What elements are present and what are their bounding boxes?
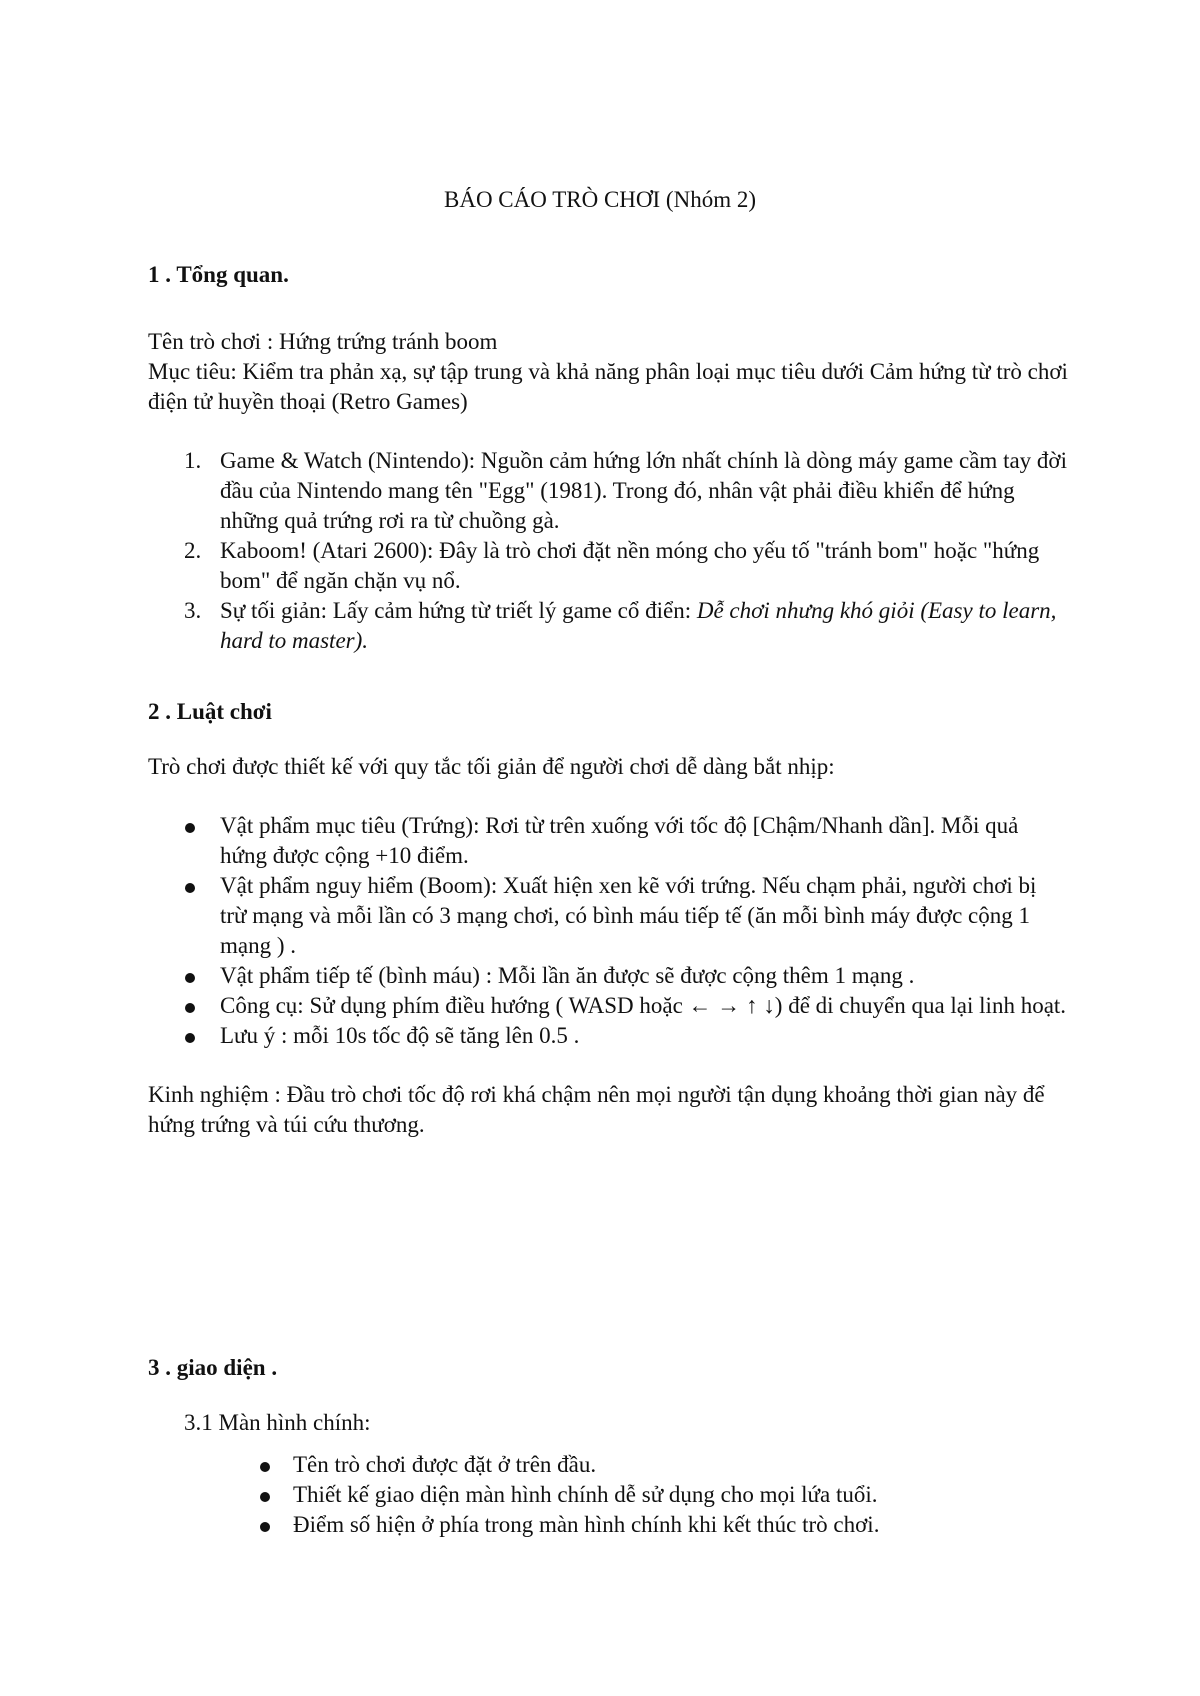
rules-intro: Trò chơi được thiết kế với quy tắc tối giản để người chơi dễ dàng bắt nhịp: (148, 754, 835, 779)
list-item-text: Tên trò chơi được đặt ở trên đầu. (293, 1452, 597, 1477)
goal-paragraph: Mục tiêu: Kiểm tra phản xạ, sự tập trung và khả năng phân loại mục tiêu dưới Cảm hứng từ trò chơi điện tử huyền thoại (Retro Games) (148, 359, 1068, 414)
bullet-icon (185, 973, 195, 983)
bullet-icon (260, 1492, 270, 1502)
bullet-icon (185, 823, 195, 833)
document-title: BÁO CÁO TRÒ CHƠI (Nhóm 2) (444, 187, 756, 212)
list-item-text: Công cụ: Sử dụng phím điều hướng ( WASD hoặc ← → ↑ ↓) để di chuyển qua lại linh hoạt. (220, 993, 1067, 1018)
list-number: 2. (184, 538, 202, 563)
section-2-body (148, 752, 1068, 1140)
main-screen-list (148, 1450, 1068, 1540)
bullet-icon (185, 883, 195, 893)
list-item-text: Vật phẩm nguy hiểm (Boom): Xuất hiện xen kẽ với trứng. Nếu chạm phải, người chơi bị trừ mạng và mỗi lần có 3 mạng chơi, có bình máu tiếp tế (ăn mỗi bình máy được cộng 1 mạng ) . (220, 873, 1037, 958)
list-item (148, 991, 1068, 1021)
italic-quote: Dễ chơi nhưng khó giỏi (Easy to learn, hard to master). (220, 598, 1057, 653)
bullet-icon (185, 1003, 195, 1013)
rules-list (148, 811, 1068, 1051)
sub-heading-main-screen: 3.1 Màn hình chính: (184, 1410, 371, 1435)
bullet-icon (260, 1462, 270, 1472)
bullet-icon (185, 1033, 195, 1043)
section-2-heading: 2 . Luật chơi (148, 699, 272, 724)
list-item-text: Lưu ý : mỗi 10s tốc độ sẽ tăng lên 0.5 . (220, 1023, 580, 1048)
list-item-text: Game & Watch (Nintendo): Nguồn cảm hứng lớn nhất chính là dòng máy game cầm tay đời đầu của Nintendo mang tên "Egg" (1981). Trong đó, nhân vật phải điều khiển để hứng những quả trứng rơi ra từ chuồng gà. (220, 448, 1067, 533)
list-item-text: Sự tối giản: Lấy cảm hứng từ triết lý game cổ điển: (220, 598, 697, 623)
list-item (148, 1510, 1068, 1540)
section-1-body (148, 327, 1068, 656)
section-3-heading: 3 . giao diện . (148, 1355, 278, 1380)
list-number: 3. (184, 598, 202, 623)
list-item (148, 961, 1068, 991)
list-item-text: Vật phẩm mục tiêu (Trứng): Rơi từ trên xuống với tốc độ [Chậm/Nhanh dần]. Mỗi quả hứng được cộng +10 điểm. (220, 813, 1019, 868)
list-item (148, 596, 1068, 656)
section-3-body (148, 1408, 1068, 1540)
bullet-icon (260, 1522, 270, 1532)
list-item (148, 1480, 1068, 1510)
list-item (148, 1450, 1068, 1480)
list-item-text: Thiết kế giao diện màn hình chính dễ sử dụng cho mọi lứa tuổi. (293, 1482, 878, 1507)
inspiration-list (148, 446, 1068, 656)
game-name-line: Tên trò chơi : Hứng trứng tránh boom (148, 329, 498, 354)
list-item-text: Kaboom! (Atari 2600): Đây là trò chơi đặt nền móng cho yếu tố "tránh bom" hoặc "hứng bom" để ngăn chặn vụ nổ. (220, 538, 1040, 593)
section-1-heading: 1 . Tổng quan. (148, 262, 289, 287)
list-number: 1. (184, 448, 202, 473)
list-item (148, 871, 1068, 961)
list-item (148, 446, 1068, 536)
list-item (148, 536, 1068, 596)
list-item (148, 1021, 1068, 1051)
experience-paragraph: Kinh nghiệm : Đầu trò chơi tốc độ rơi khá chậm nên mọi người tận dụng khoảng thời gian này để hứng trứng và túi cứu thương. (148, 1082, 1045, 1137)
list-item-text: Vật phẩm tiếp tế (bình máu) : Mỗi lần ăn được sẽ được cộng thêm 1 mạng . (220, 963, 915, 988)
list-item (148, 811, 1068, 871)
list-item-text: Điểm số hiện ở phía trong màn hình chính khi kết thúc trò chơi. (293, 1512, 880, 1537)
